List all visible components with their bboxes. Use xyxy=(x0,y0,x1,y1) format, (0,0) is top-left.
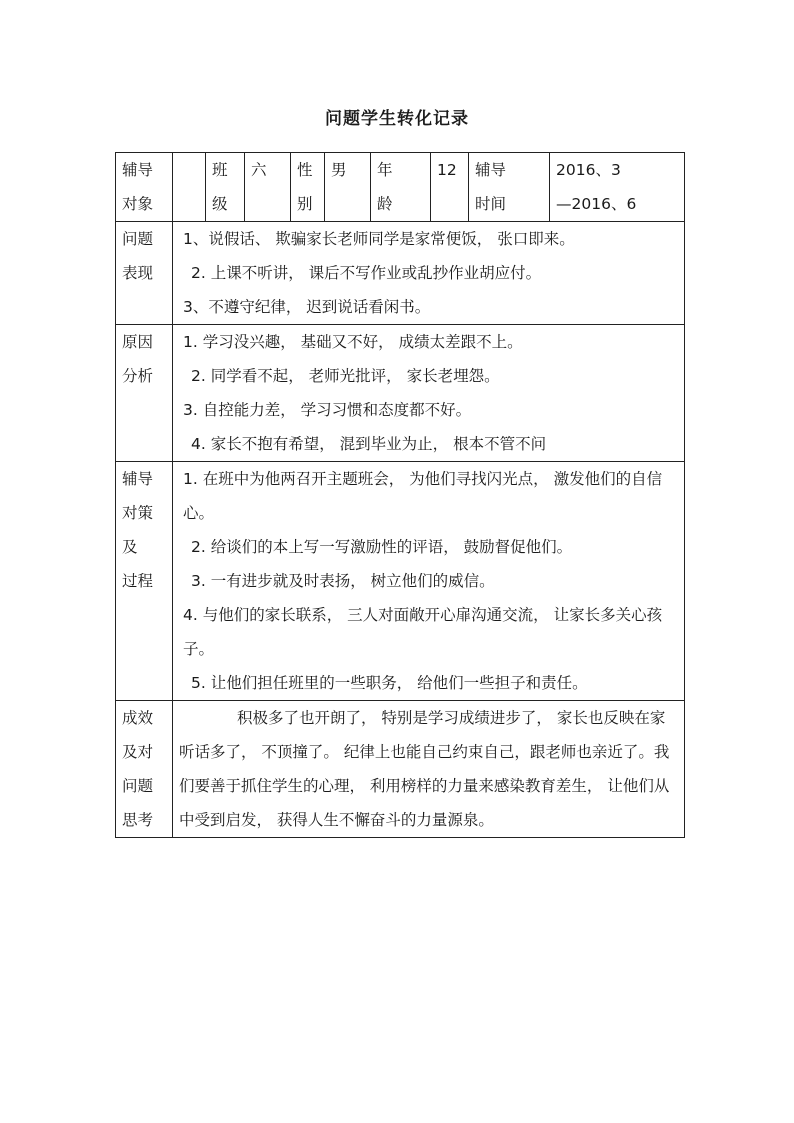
cause-row xyxy=(116,325,685,462)
page-title: 问题学生转化记录 xyxy=(325,109,469,129)
cause-line: 3. 自控能力差， 学习习惯和态度都不好。 xyxy=(183,401,472,419)
strategy-line: 1. 在班中为他两召开主题班会， 为他们寻找闪光点， 激发他们的自信心。 xyxy=(183,470,663,522)
result-content xyxy=(173,701,685,838)
class-value: 六 xyxy=(245,153,291,222)
strategy-label: 辅导 对策 及 过程 xyxy=(116,462,173,701)
strategy-line: 5. 让他们担任班里的一些职务， 给他们一些担子和责任。 xyxy=(191,674,588,692)
age-label: 年 龄 xyxy=(371,153,431,222)
class-label: 班 级 xyxy=(206,153,245,222)
problem-line: 1、说假话、 欺骗家长老师同学是家常便饭， 张口即来。 xyxy=(183,230,575,248)
strategy-row xyxy=(116,462,685,701)
strategy-line: 3. 一有进步就及时表扬， 树立他们的威信。 xyxy=(191,572,495,590)
problem-line: 3、不遵守纪律， 迟到说话看闲书。 xyxy=(183,298,431,316)
problem-content xyxy=(173,222,685,325)
cause-line: 1. 学习没兴趣， 基础又不好， 成绩太差跟不上。 xyxy=(183,333,523,351)
cause-label: 原因 分析 xyxy=(116,325,173,462)
record-table xyxy=(115,152,685,838)
problem-label: 问题 表现 xyxy=(116,222,173,325)
result-row xyxy=(116,701,685,838)
problem-row xyxy=(116,222,685,325)
cause-line: 4. 家长不抱有希望， 混到毕业为止， 根本不管不问 xyxy=(191,435,547,453)
gender-label: 性 别 xyxy=(291,153,325,222)
result-label: 成效 及对 问题 思考 xyxy=(116,701,173,838)
problem-line: 2. 上课不听讲， 课后不写作业或乱抄作业胡应付。 xyxy=(191,264,542,282)
strategy-content xyxy=(173,462,685,701)
target-value xyxy=(173,153,206,222)
time-value: 2016、3 —2016、6 xyxy=(550,153,685,222)
cause-content xyxy=(173,325,685,462)
cause-line: 2. 同学看不起， 老师光批评， 家长老埋怨。 xyxy=(191,367,500,385)
gender-value: 男 xyxy=(325,153,371,222)
target-label: 辅导 对象 xyxy=(116,153,173,222)
age-value: 12 xyxy=(431,153,469,222)
strategy-line: 4. 与他们的家长联系， 三人对面敞开心扉沟通交流， 让家长多关心孩子。 xyxy=(183,606,663,658)
strategy-line: 2. 给谈们的本上写一写激励性的评语， 鼓励督促他们。 xyxy=(191,538,573,556)
result-paragraph: 积极多了也开朗了， 特别是学习成绩进步了， 家长也反映在家听话多了， 不顶撞了。 纪律上也能自己约束自己，跟老师也亲近了。我们要善于抓住学生的心理， 利用榜样的力量来感染教育差生， 让他们从中受到启发， 获得人生不懈奋斗的力量源泉。 xyxy=(179,709,670,829)
header-row xyxy=(116,153,685,222)
time-label: 辅导 时间 xyxy=(469,153,550,222)
